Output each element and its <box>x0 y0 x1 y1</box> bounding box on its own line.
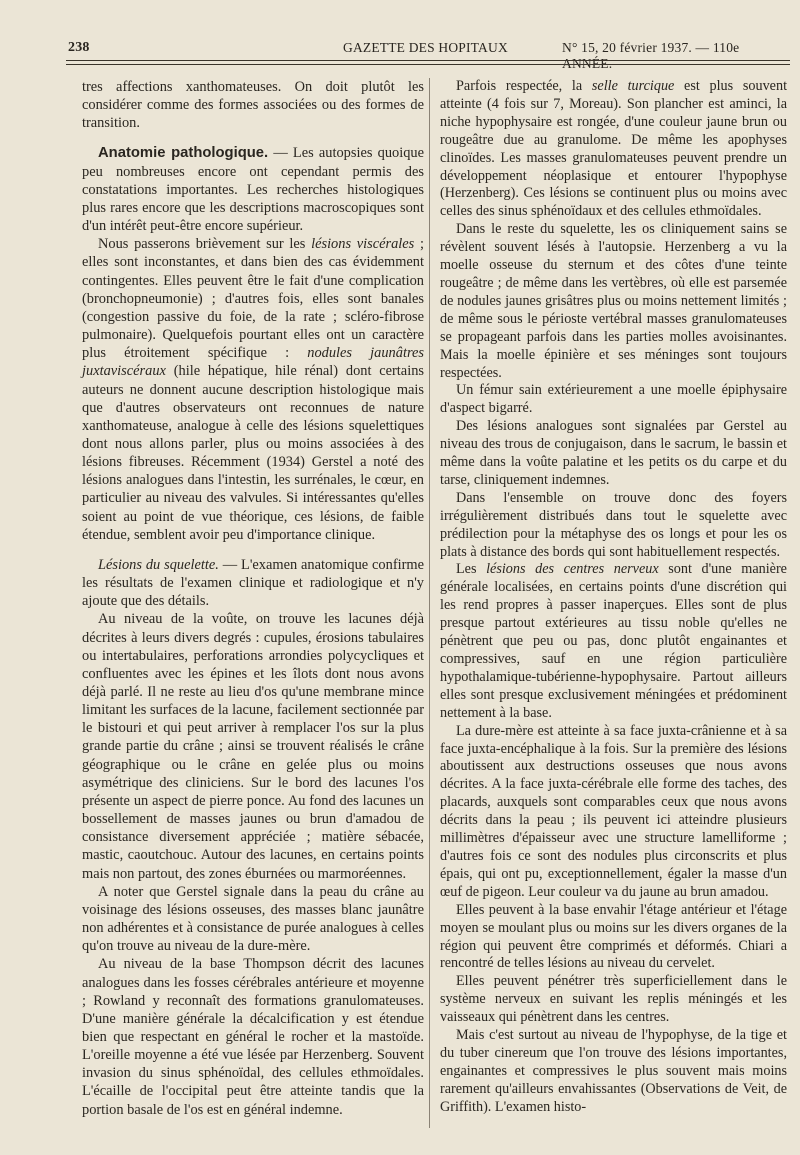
paragraph: Des lésions analogues sont signalées par Gerstel au niveau des trous de conjugaison, dans le sacrum, le bassin et même dans la voûte palatine et les petits os du carpe et du tarse, cliniquement indemnes. <box>440 418 787 488</box>
section-heading: Anatomie pathologique. <box>98 145 269 162</box>
running-header <box>68 38 790 71</box>
header-rule-thick <box>66 60 790 61</box>
right-column <box>440 78 787 1117</box>
journal-title: GAZETTE DES HOPITAUX <box>343 40 508 55</box>
paragraph: tres affections xanthomateuses. On doit plutôt les considérer comme des formes associées ou des formes de transition. <box>82 79 424 132</box>
paragraph: Mais c'est surtout au niveau de l'hypophyse, de la tige et du tuber cinereum que l'on trouve des lésions importantes, engainantes et compressives le plus souvent mais moins rarement qu'ailleurs envahissantes (Observations de Veit, de Griffith). L'examen histo- <box>440 1027 787 1115</box>
page-number: 238 <box>68 40 90 55</box>
paragraph: La dure-mère est atteinte à sa face juxta-crânienne et à sa face juxta-encéphalique à la fois. Sur la première des lésions aboutissent aux destructions osseuses que nous avons décrites. A la face juxta-cérébrale elle forme des taches, des placards, auxquels sont comparables ceux que nous avons décrits dans la peau ; ils peuvent ici atteindre plusieurs millimètres d'épaisseur avec une structure lamelliforme ; d'autres fois ce sont des nodules plus circonscrits et plus épais, qui ont pu, exceptionnellement, égaler la masse d'un œuf de pigeon. Leur couleur va du jaune au brun amadou. <box>440 722 787 900</box>
paragraph: Elles peuvent à la base envahir l'étage antérieur et l'étage moyen se moulant plus ou moins sur les divers organes de la région qui peuvent être comprimés et déformés. Chiari a rencontré de telles lésions au niveau du cervelet. <box>440 901 787 972</box>
issue-date: N° 15, 20 février 1937. — 110e ANNÉE. <box>562 40 740 71</box>
left-column <box>82 78 424 1119</box>
paragraph: Dans le reste du squelette, les os cliniquement sains se révèlent souvent lésés à l'autopsie. Herzenberg a vu la moelle osseuse du sternum et des côtes d'une teinte rougeâtre ; de même dans les vertèbres, où elle est parsemée de nodules jaunes grisâtres plus ou moins nettement limités ; de même sous le périoste vertébral masses granulomateuses se propageant parfois dans les parties molles avoisinantes. Mais la moelle épinière et ses méninges sont toujours respectées. <box>440 221 787 381</box>
paragraph: Au niveau de la base Thompson décrit des lacunes analogues dans les fosses cérébrales antérieure et moyenne ; Rowland y reconnaît des formations granulomateuses. D'une manière générale la décalcification y est étendue bien que respectant en général le rocher et la mastoïde. L'oreille moyenne a été vue lésée par Herzenberg. Souvent invasion du sinus sphénoïdal, des cellules ethmoïdales. L'écaille de l'occipital peut être atteinte tandis que la portion basale de l'os est en général indemne. <box>82 956 424 1118</box>
paragraph: Un fémur sain extérieurement a une moelle épiphysaire d'aspect bigarré. <box>440 382 787 417</box>
column-divider <box>429 78 430 1128</box>
header-rule-thin <box>66 64 790 65</box>
section-heading: Lésions du squelette. <box>98 556 219 573</box>
paragraph: Les lésions des centres nerveux sont d'une manière générale localisées, en certains points d'une discrétion qui les rend propres à passer inaperçues. Elles sont de plus presque partout extérieures au tissu noble qu'elles ne pénètrent que peu ou pas, donc plutôt engainantes et compressives, sauf en une région particulière hypothalamique-tubérienne-hypophysaire. Partout ailleurs elles sont presque exclusivement méningées et prédominent nettement à la base. <box>440 561 787 721</box>
paragraph: Au niveau de la voûte, on trouve les lacunes déjà décrites à leurs divers degrés : cupules, érosions tabulaires ou intertabulaires, perforations arrondies polycycliques et confluentes avec les épines et les îlots dont nous avons déjà parlé. Il ne reste au lieu d'os qu'une membrane mince limitant les surfaces de la lacune, facilement sectionnée par le bistouri et qui peut arriver à remplacer l'os sur la plus grande partie du crâne ; ainsi se trouvent réalisés le crâne géographique ou le crâne en gelée plus ou moins asymétrique des cliniciens. Sur le bord des lacunes l'os présente un aspect de pierre ponce. Au fond des lacunes un bossellement de masses jaunes ou brun d'amadou de consistance diversement appréciée ; matière sébacée, mastic, caoutchouc. Autour des lacunes, en certains points mais non partout, des zones éburnées ou marmoréennes. <box>82 611 424 882</box>
paragraph: Nous passerons brièvement sur les lésions viscérales ; elles sont inconstantes, et dans bien des cas évidemment contingentes. Elles peuvent être le fait d'une complication (bronchopneumonie) ; d'autres fois, elles sont banales (congestion passive du foie, de la rate ; scléro-fibrose pulmonaire). Quelquefois pourtant elles ont un caractère plus étroitement spécifique : nodules jaunâtres juxtaviscéraux (hile hépatique, hile rénal) dont certains auteurs ne donnent aucune description histologique mais que d'autres observateurs ont reconnues de nature xanthomateuse, analogue à celle des lésions squelettiques dont nous allons parler, plus ou moins associées à des lésions fibreuses. Récemment (1934) Gerstel a noté des lésions analogues dans l'intestin, les surrénales, le cœur, en particulier au niveau des valvules. Si intéressantes qu'elles soient au point de vue théorique, ces lésions, de faible étendue, semblent avoir peu d'importance clinique. <box>82 236 424 543</box>
section-squelette: Lésions du squelette. — L'examen anatomique confirme les résultats de l'examen clinique et radiologique et n'y ajoute que des détails. <box>82 556 424 610</box>
section-anatomie: Anatomie pathologique. — Les autopsies quoique peu nombreuses encore ont cependant permis des constatations importantes. Les recherches histologiques plus rares encore que les descriptions macroscopiques sont d'un intérêt peut-être encore supérieur. <box>82 145 424 235</box>
paragraph: Parfois respectée, la selle turcique est plus souvent atteinte (4 fois sur 7, Moreau). Son plancher est aminci, la niche hypophysaire est rongée, d'une couleur jaune brun ou rougeâtre due au granulome. De même les apophyses clinoïdes. Les masses granulomateuses peuvent prendre un développement néoplasique et entourer l'hypophyse (Herzenberg). Ces lésions se continuent plus ou moins avec celles des sinus sphénoïdaux et des cellules ethmoïdales. <box>440 78 788 220</box>
paragraph: Elles peuvent pénétrer très superficiellement dans le système nerveux en suivant les replis méningés et les vaisseaux qui pénètrent dans les centres. <box>440 973 787 1026</box>
paragraph: Dans l'ensemble on trouve donc des foyers irrégulièrement distribués dans tout le squelette avec prédilection pour la métaphyse des os longs et pour les os plats à distance des bords qui sont habituellement respectés. <box>440 489 787 560</box>
paragraph: A noter que Gerstel signale dans la peau du crâne au voisinage des lésions osseuses, des masses blanc jaunâtre non adhérentes et à consistance de purée analogues à celles qu'on trouve au niveau de la dure-mère. <box>82 883 424 955</box>
